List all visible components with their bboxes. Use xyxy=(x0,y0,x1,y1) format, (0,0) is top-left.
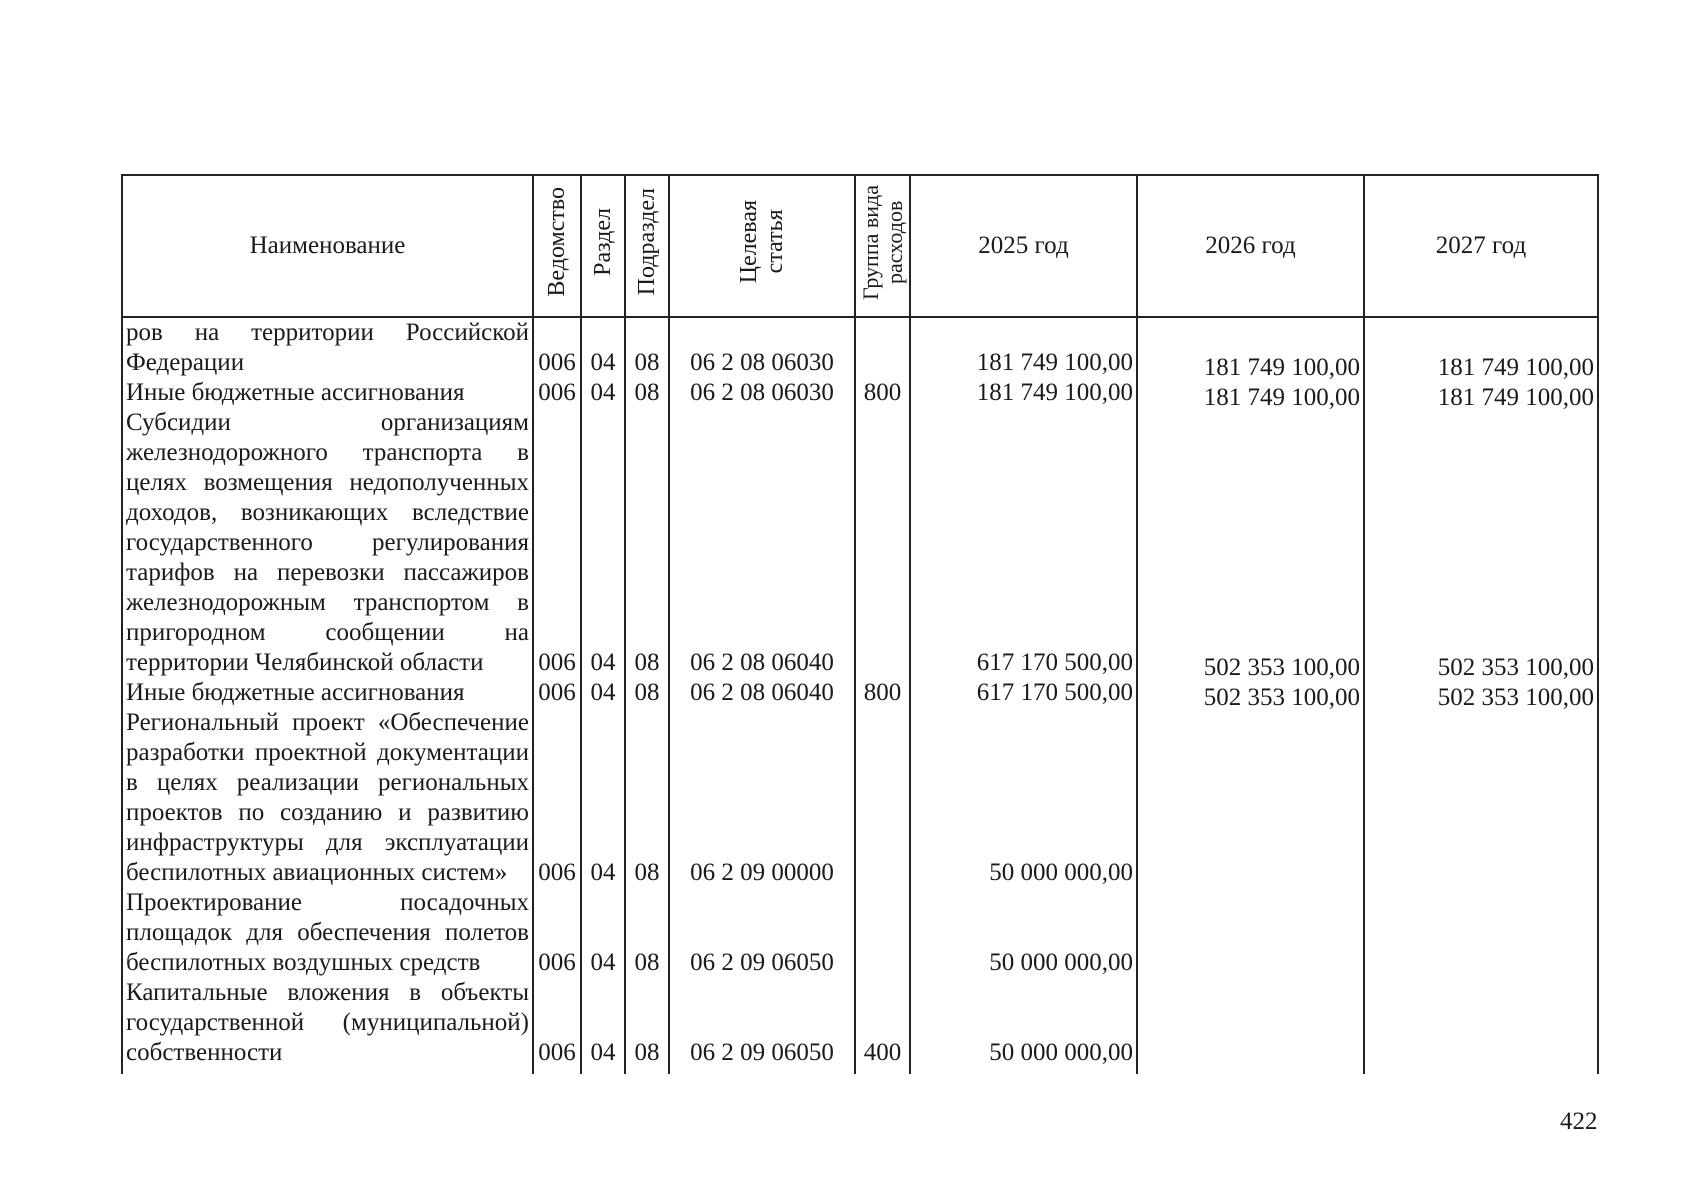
table-row xyxy=(122,408,1598,678)
table-row xyxy=(122,708,1598,888)
row-vedomstvo: 006 xyxy=(533,378,581,408)
table-row xyxy=(122,378,1598,408)
row-celevaya-statya: 06 2 08 06040 xyxy=(669,678,855,708)
column-header-vedomstvo: Ведомство xyxy=(533,175,581,317)
row-podrazdel: 08 xyxy=(625,708,669,888)
row-gruppa: 400 xyxy=(855,978,910,1074)
row-gruppa xyxy=(855,708,910,888)
table-header-row xyxy=(122,175,1598,317)
column-header-podrazdel: Подраздел xyxy=(625,175,669,317)
row-amount-2025: 617 170 500,00 xyxy=(910,678,1137,708)
row-celevaya-statya: 06 2 08 06030 xyxy=(669,378,855,408)
row-podrazdel: 08 xyxy=(625,378,669,408)
row-celevaya-statya: 06 2 09 06050 xyxy=(669,978,855,1074)
row-vedomstvo: 006 xyxy=(533,408,581,678)
row-amount-2025: 617 170 500,00 xyxy=(910,408,1137,678)
row-vedomstvo: 006 xyxy=(533,978,581,1074)
row-celevaya-statya: 06 2 09 06050 xyxy=(669,888,855,978)
row-gruppa: 800 xyxy=(855,678,910,708)
row-celevaya-statya: 06 2 08 06040 xyxy=(669,408,855,678)
row-vedomstvo: 006 xyxy=(533,678,581,708)
page-number: 422 xyxy=(1560,1108,1598,1135)
row-amount-2026: 181 749 100,00 xyxy=(1137,383,1364,413)
row-amount-2026: 502 353 100,00 xyxy=(1137,413,1364,683)
row-razdel: 04 xyxy=(581,408,625,678)
table-row xyxy=(122,978,1598,1074)
row-name: Иные бюджетные ассигнования xyxy=(122,678,533,708)
row-amount-2026: 181 749 100,00 xyxy=(1137,322,1364,383)
row-razdel: 04 xyxy=(581,678,625,708)
row-gruppa xyxy=(855,317,910,378)
row-amount-2026 xyxy=(1137,983,1364,1079)
table-row xyxy=(122,317,1598,378)
row-amount-2025: 50 000 000,00 xyxy=(910,978,1137,1074)
row-vedomstvo: 006 xyxy=(533,708,581,888)
column-header-name: Наименование xyxy=(122,175,533,317)
row-razdel: 04 xyxy=(581,317,625,378)
column-header-celevaya-statya: Целевая статья xyxy=(669,175,855,317)
row-podrazdel: 08 xyxy=(625,978,669,1074)
row-amount-2026 xyxy=(1137,713,1364,893)
row-gruppa xyxy=(855,888,910,978)
row-gruppa xyxy=(855,408,910,678)
row-amount-2025: 50 000 000,00 xyxy=(910,888,1137,978)
row-gruppa: 800 xyxy=(855,378,910,408)
row-amount-2025: 181 749 100,00 xyxy=(910,317,1137,378)
budget-table xyxy=(121,174,1599,1074)
column-header-2025: 2025 год xyxy=(910,175,1137,317)
row-amount-2027 xyxy=(1364,713,1598,893)
row-amount-2027 xyxy=(1364,893,1598,983)
row-razdel: 04 xyxy=(581,888,625,978)
row-podrazdel: 08 xyxy=(625,888,669,978)
row-celevaya-statya: 06 2 08 06030 xyxy=(669,317,855,378)
row-amount-2025: 181 749 100,00 xyxy=(910,378,1137,408)
row-amount-2027 xyxy=(1364,983,1598,1079)
column-header-2026: 2026 год xyxy=(1137,175,1364,317)
row-amount-2026 xyxy=(1137,893,1364,983)
row-amount-2025: 50 000 000,00 xyxy=(910,708,1137,888)
row-amount-2027: 181 749 100,00 xyxy=(1364,383,1598,413)
row-name: Иные бюджетные ассигнования xyxy=(122,378,533,408)
column-header-2027: 2027 год xyxy=(1364,175,1598,317)
column-header-gruppa-vida-rashodov: Группа вида расходов xyxy=(855,175,910,317)
row-amount-2026: 502 353 100,00 xyxy=(1137,683,1364,713)
row-celevaya-statya: 06 2 09 00000 xyxy=(669,708,855,888)
table-row xyxy=(122,888,1598,978)
row-name: ров на территории Российской Федерации xyxy=(122,317,533,378)
table-row xyxy=(122,678,1598,708)
row-podrazdel: 08 xyxy=(625,408,669,678)
row-amount-2027: 502 353 100,00 xyxy=(1364,683,1598,713)
column-header-razdel: Раздел xyxy=(581,175,625,317)
row-razdel: 04 xyxy=(581,378,625,408)
row-podrazdel: 08 xyxy=(625,317,669,378)
row-name: Проектирование посадочных площадок для обеспечения полетов беспилотных воздушных средств xyxy=(122,888,533,978)
row-podrazdel: 08 xyxy=(625,678,669,708)
row-vedomstvo: 006 xyxy=(533,317,581,378)
row-razdel: 04 xyxy=(581,708,625,888)
row-vedomstvo: 006 xyxy=(533,888,581,978)
row-name: Капитальные вложения в объекты государственной (муниципальной) собственности xyxy=(122,978,533,1074)
row-name: Региональный проект «Обеспечение разработки проектной документации в целях реализации региональных проектов по созданию и развитию инфраструктуры для эксплуатации беспилотных авиационных систем» xyxy=(122,708,533,888)
row-razdel: 04 xyxy=(581,978,625,1074)
row-name: Субсидии организациям железнодорожного транспорта в целях возмещения недополученных доходов, возникающих вследствие государственного регулирования тарифов на перевозки пассажиров железнодорожным транспортом в пригородном сообщении на территории Челябинской области xyxy=(122,408,533,678)
row-amount-2027: 181 749 100,00 xyxy=(1364,322,1598,383)
row-amount-2027: 502 353 100,00 xyxy=(1364,413,1598,683)
